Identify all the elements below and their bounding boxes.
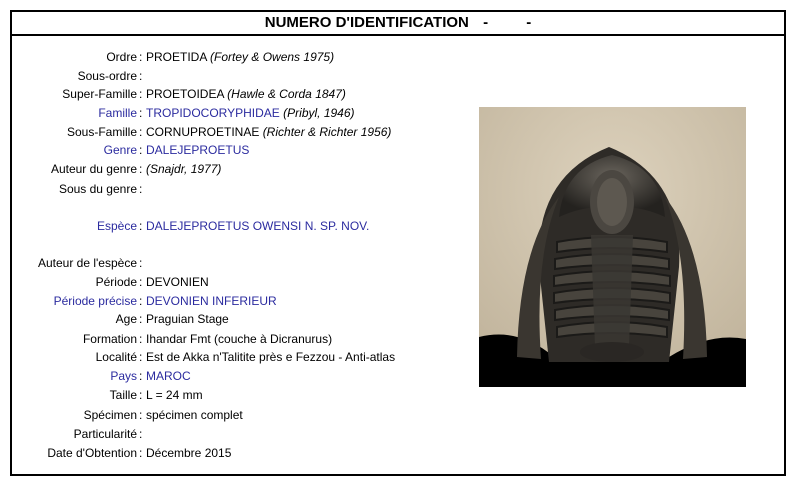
field-label-pays: Pays xyxy=(110,369,137,383)
field-label-wrap xyxy=(12,444,137,462)
field-label-wrap xyxy=(12,425,137,443)
field-colon: : xyxy=(139,275,143,289)
field-value-taille xyxy=(146,386,203,404)
field-author-text: (Hawle & Corda 1847) xyxy=(227,87,346,101)
field-colon: : xyxy=(139,106,143,120)
field-label-wrap xyxy=(12,310,137,328)
field-colon: : xyxy=(139,87,143,101)
id-dash-2: - xyxy=(526,14,532,31)
field-label-wrap xyxy=(12,386,137,404)
field-value-text: MAROC xyxy=(146,369,191,383)
field-colon: : xyxy=(139,50,143,64)
field-colon: : xyxy=(139,182,143,196)
field-label-wrap xyxy=(12,292,137,310)
id-dash-1: - xyxy=(483,14,489,31)
field-colon: : xyxy=(139,427,143,441)
field-colon: : xyxy=(139,162,143,176)
field-value-periode xyxy=(146,273,209,291)
field-value-text: CORNUPROETINAE xyxy=(146,125,260,139)
field-label-wrap xyxy=(12,123,137,141)
field-label-wrap xyxy=(12,273,137,291)
field-colon: : xyxy=(139,69,143,83)
trilobite-icon xyxy=(479,107,746,387)
field-colon: : xyxy=(139,143,143,157)
identification-card xyxy=(10,10,786,476)
field-label-wrap xyxy=(12,104,137,122)
field-label-wrap xyxy=(12,254,137,272)
field-value-genre xyxy=(146,141,249,159)
field-label-wrap xyxy=(12,406,137,424)
field-label-wrap xyxy=(12,160,137,178)
field-value-text: Est de Akka n'Talitite près e Fezzou - Anti-atlas xyxy=(146,350,396,364)
field-label-auteur-genre: Auteur du genre xyxy=(50,162,137,176)
field-value-localite xyxy=(146,348,395,366)
field-value-text: DEVONIEN INFERIEUR xyxy=(146,294,277,308)
field-label-sous-ordre: Sous-ordre xyxy=(77,69,137,83)
field-label-age: Age xyxy=(115,312,137,326)
field-colon: : xyxy=(139,312,143,326)
field-value-text: DALEJEPROETUS OWENSI N. SP. NOV. xyxy=(146,219,370,233)
field-label-wrap xyxy=(12,180,137,198)
field-value-famille xyxy=(146,104,355,122)
field-author-text: (Fortey & Owens 1975) xyxy=(210,50,335,64)
field-value-text: DEVONIEN xyxy=(146,275,209,289)
field-colon: : xyxy=(139,350,143,364)
field-author-text: (Pribyl, 1946) xyxy=(283,106,355,120)
field-value-super-famille xyxy=(146,85,346,103)
field-value-periode-precise xyxy=(146,292,277,310)
header-bar xyxy=(12,12,784,36)
field-label-wrap xyxy=(12,367,137,385)
field-colon: : xyxy=(139,408,143,422)
field-value-text: PROETOIDEA xyxy=(146,87,224,101)
field-value-formation xyxy=(146,330,332,348)
field-colon: : xyxy=(139,125,143,139)
field-value-text: Ihandar Fmt (couche à Dicranurus) xyxy=(146,332,333,346)
field-value-age xyxy=(146,310,229,328)
field-label-wrap xyxy=(12,141,137,159)
field-value-text: Décembre 2015 xyxy=(146,446,232,460)
field-label-specimen: Spécimen xyxy=(83,408,137,422)
field-label-wrap xyxy=(12,85,137,103)
field-value-espece xyxy=(146,217,369,235)
page-title: NUMERO D'IDENTIFICATION xyxy=(264,14,469,31)
field-colon: : xyxy=(139,446,143,460)
field-author-text: (Richter & Richter 1956) xyxy=(262,125,392,139)
field-author-text: (Snajdr, 1977) xyxy=(146,162,222,176)
trilobite-photo xyxy=(479,107,746,387)
field-label-localite: Localité xyxy=(95,350,137,364)
field-label-particularite: Particularité xyxy=(73,427,137,441)
field-label-genre: Genre xyxy=(103,143,137,157)
field-colon: : xyxy=(139,332,143,346)
field-label-date-obtention: Date d'Obtention xyxy=(47,446,137,460)
field-value-specimen xyxy=(146,406,243,424)
field-colon: : xyxy=(139,294,143,308)
field-value-date-obtention xyxy=(146,444,231,462)
field-label-wrap xyxy=(12,67,137,85)
field-value-text: L = 24 mm xyxy=(146,388,203,402)
field-colon: : xyxy=(139,219,143,233)
field-label-formation: Formation xyxy=(82,332,137,346)
field-label-sous-famille: Sous-Famille xyxy=(66,125,137,139)
field-label-periode-precise: Période précise xyxy=(53,294,137,308)
field-value-text: spécimen complet xyxy=(146,408,243,422)
field-label-sous-genre: Sous du genre xyxy=(58,182,137,196)
field-value-text: Praguian Stage xyxy=(146,312,229,326)
field-label-super-famille: Super-Famille xyxy=(62,87,137,101)
field-value-text: TROPIDOCORYPHIDAE xyxy=(146,106,280,120)
field-value-pays xyxy=(146,367,191,385)
field-value-sous-famille xyxy=(146,123,391,141)
field-label-taille: Taille xyxy=(109,388,137,402)
field-value-text: DALEJEPROETUS xyxy=(146,143,250,157)
field-label-wrap xyxy=(12,48,137,66)
field-label-wrap xyxy=(12,217,137,235)
field-label-famille: Famille xyxy=(98,106,137,120)
field-colon: : xyxy=(139,256,143,270)
field-label-ordre: Ordre xyxy=(106,50,137,64)
field-label-periode: Période xyxy=(95,275,137,289)
field-label-wrap xyxy=(12,348,137,366)
field-label-auteur-espece: Auteur de l'espèce xyxy=(37,256,137,270)
field-label-wrap xyxy=(12,330,137,348)
field-value-ordre xyxy=(146,48,334,66)
field-value-auteur-genre xyxy=(146,160,221,178)
field-colon: : xyxy=(139,369,143,383)
field-label-espece: Espèce xyxy=(96,219,137,233)
field-value-text: PROETIDA xyxy=(146,50,207,64)
field-colon: : xyxy=(139,388,143,402)
